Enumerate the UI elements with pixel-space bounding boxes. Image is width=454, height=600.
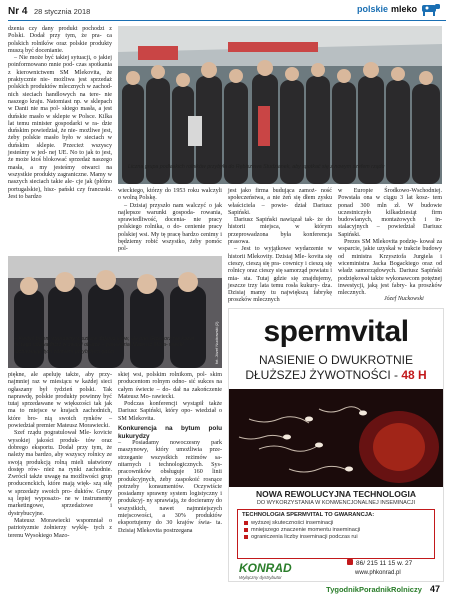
ad-sperm-image [229,389,443,487]
paragraph: Podczas konferencji wystąpił także Dariusz Sapiński, który opo- wiedział o SM Mlekovita. [118,401,222,422]
section-brand [357,2,442,16]
spermvital-advertisement [228,308,444,582]
brand-word: mleko [390,4,417,14]
paragraph: wieckiego, którzy do 1953 roku walczyli o wolną Polskę. [118,188,222,202]
group-photo-image [118,26,442,184]
brand-prefix: polskie [356,4,388,14]
paragraph: skiej wsi, polskim rolnikom, pol- skim producentom rolnym odno- sić sukces na całym świecie – do- dał na zakończenie Mateusz Mo- rawiecki. [118,372,222,400]
footer-brand: TygodnikPoradnikRolniczy [326,585,422,594]
paragraph: – Nie może być takiej sytuacji, o jakiej poinformowano mnie pod- czas spotkania z kierownictwem SM Mlekovita, że praktycznie nie- możliwa jest sprzedaż polskich produktów mlecznych w zachod- nich sieciach handlowych na tere- nie naszego kraju. Natomiast np. w sklepach w Danii nie ma pol- skiego masła, a jest duńskie masło w sklepie w Polsce. Kilka lat temu minister gospodarki w ra- dzie duńskim powiedział, że nie- możliwe jest, żeby polskie masło było w sieciach w duńskim sklepie. Przecież wszyscy jesteśmy w jed- nej UE. No to jak to jest, że może ktoś blokować sprzedaż naszego masła, a my jesteśmy otwarci na wszystkie produkty zagraniczne. Mamy w naszych sieciach takie ale- cje jak (płótno portugalskie), hisz- pański czy francuski. Jest to bardzo [8,55,112,200]
paragraph: w Europie Środkowo-Wschodniej. Powstała ona w ciągu 3 lat kosz- tem ponad 300 mln zł. W budowie uczestniczyło kilkadziesiąt firm budowlanych, montażowych i in- stalacyjnych – powiedział Dariusz Sapiński. [338,188,442,238]
issue-number: Nr 4 [8,6,28,17]
paragraph: Dariusz Sapiński nawiązał tak- że do historii miejsca, w którym przeprowadzona była konferencja prasowa. [228,217,332,246]
ad-website: www.phkonrad.pl [355,570,401,576]
photo-1-caption: Liczna grupa podlaskich rolników przybyła do Rębiszewa Studzianek, aby spotkać się z nowym szefem rządu [128,164,385,170]
cow-icon [420,2,442,16]
ad-headline-2b: 48 H [401,368,427,382]
ad-phone [347,559,412,567]
bullet-icon [244,535,248,539]
paragraph: – Jest to wyjątkowe wydarzenie w historii Mlekovity. Dzisiaj Mle- kovita się cieszy, cieszą się pra- cownicy i cieszą się rolnicy oraz cieszy się samorząd powiatu i mia- sta. Tutaj gdzie się znajdujemy, jeszcze trzy lata temu rosła kukury- dza. Dzisiaj mamy tu największą fabrykę proszków mlecznych [228,246,332,304]
column-1-top [8,26,112,234]
photo-2-caption: – Kiedyś byłem wyprawny w sztuce dojenia krów, ale pan Grzegorz nie kazał mi tego udowadniać w swojej oborze – powiedział Mateusz Mora- wiecki rozbawiając tym zdaniem przybyłych gości [14,336,194,355]
ad-headline-1: NASIENIE O DWUKROTNIE [258,353,413,367]
konrad-subtitle: Wyłączny dystrybutor [239,575,282,580]
photo-credit: fot. Józef Nuckowski (2) [214,321,219,364]
column-2-bottom [118,372,222,586]
bullet-icon [244,521,248,525]
page-number: 47 [429,584,440,594]
photo-group-farmers [118,26,442,184]
ad-tech-title: NOWA REWOLUCYJNA TECHNOLOGIA [256,489,416,499]
konrad-brand: KONRAD [239,561,292,575]
ad-headline-2 [229,368,443,382]
ad-list-item-text: mniejszego znaczenie momentu inseminacji [251,527,361,533]
page-footer [326,584,440,594]
ad-list-item [238,519,434,526]
paragraph: Mateusz Morawiecki wspomniał o patriotyzmie żołnierzy wyklę- tych z terenu Wysokiego Mazo- [8,517,112,539]
paragraph: jest jako firma budująca zamoż- ność społeczeństwa, a nie żeń się dłem zysku właściciela – powie- dział Dariusz Sapiński. [228,188,332,216]
ad-logo: spermvital [263,315,409,348]
header-rule [8,20,446,21]
ad-guarantee-box [237,509,435,559]
ad-phone-text: 86/ 215 11 15 w. 27 [356,560,413,567]
paragraph: Szef rządu pogratulował Mle- kovicie wysokiej jakości produk- tów oraz dobrego eksportu. Dodał przy tym, że należy ma bardzo, aby wszyscy rolnicy ze swoją produkcją rolną mieli ułatwiony dostęp rów- nież na rynki zachodnie. Zwrócił także uwagę na możliwości grup producenckich, które mają więk- szą siłę w sprzedaży swoich pro- duktów. Grupy są lepiej wyposażo- ne w instrumenty marketingowe, sprzedażowe i dystrybucyjne. [8,430,112,517]
bullet-icon [244,528,248,532]
author-signature: Józef Nuckowski [384,296,424,302]
column-4-mid [338,188,442,296]
column-2-mid [118,188,222,253]
section-heading: Konkurencja na bytum polu kukurydzy [118,425,222,440]
photo-premier [8,256,222,368]
phone-icon [347,559,353,565]
issue-date: 28 stycznia 2018 [34,7,91,16]
ad-list-item [238,526,434,533]
ad-list-item [238,533,434,540]
ad-list-item-text: wyższej skuteczności inseminacji [251,520,334,526]
paragraph: dzenia czy dany produkt pochodzi z Polski. Dodał przy tym, że pra- ca polskich rolników oraz polskie produkty muszą być docenianie. [8,26,112,54]
paragraph: – Posiadamy nowoczesny park maszynowy, który umożliwia prze- strzeganie wszystkich reżimów sa- nitarnych i technologicznych. Sys- pracowników obsługuje 160 linii produkcyjnych, żeby zaspokoić rosnące potrzeby konsumentów. Oczywiście posiadamy sprawny system logistyczny i produkcyj- ny sprawiają, że docieramy do wszystkich, nawet najmniejszych miejscowości, a 30% produktów eksportujemy do 30 krajów świa- ta. Dzisiaj Mlekovita postrzegana [118,440,222,534]
paragraph: piękne, ale apeluję także, aby przy- najmniej raz w miesiącu w każdej sieci ogłaszany był tydzień polski. Tak naprawdę, polskie produkty powinny być tutaj sprzedawane w większości tak jak ma to miejsce w krajach zachodnich, które bro- nią swoich rynków – powiedział premier Mateusz Morawiecki. [8,372,112,430]
column-3-mid [228,188,332,306]
ad-list-title: TECHNOLOGIA SPERMVITAL TO GWARANCJA: [242,512,375,518]
ad-headline-2a: DŁUŻSZEJ ŻYWOTNOŚCI - [245,368,402,382]
column-1-bottom [8,372,112,586]
ad-list-item-text: ograniczenia liczby inseminacji podczas rui [251,534,358,540]
sperm-illustration [229,389,443,487]
konrad-logo [239,561,292,580]
paragraph: – Dzisiaj przyszło nam walczyć o jak najlepsze warunki gospoda- rowania, sprawiedliwość, docenia- nie pracy polskiego rolnika, o do- cenienie pracy polskiej wsi. My tę pracę bardzo cenimy i będziemy robić wszystko, żeby pomóc pol- [118,202,222,253]
paragraph: Prezes SM Mlekovita podzię- kował za wsparcie, jakie uzyskał w trakcie budowy od ministra Krzysztofa Jurgiela i wiceministra Jacka Bogackiego oraz od władz samorządowych. Dariusz Sapiński podziękował także wykonawcom potężnej inwestycji, jaką jest fabry- ka proszków mlecznych. [338,239,442,297]
ad-tech-subtitle: DO WYKORZYSTANIA W KONWENCJONALNEJ INSEMINACJI [256,500,416,506]
